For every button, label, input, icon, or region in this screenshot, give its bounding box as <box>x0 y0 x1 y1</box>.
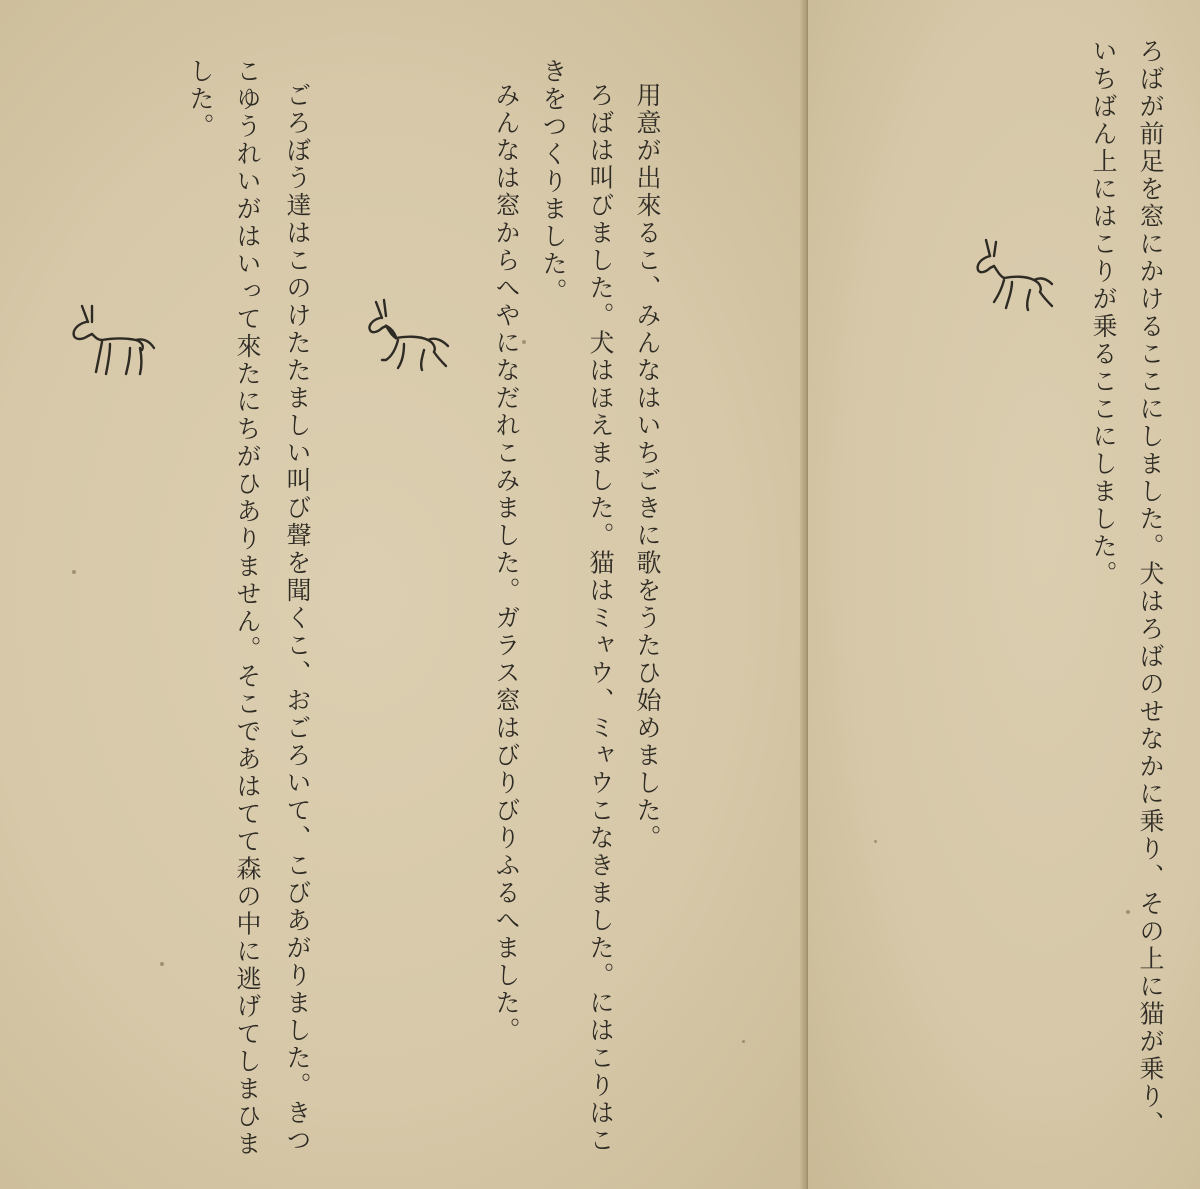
paper-fleck <box>742 1040 745 1043</box>
right-page <box>808 0 1200 1189</box>
donkey-icon <box>362 296 452 376</box>
text-line: ごろぼう達はこのけたたましい叫び聲を聞くこ、おごろいて、こびあがりました。きつ <box>283 82 312 1155</box>
text-line: こゆうれいがはいって來たにちがひありません。そこであはてて森の中に逃げてしまひま <box>233 58 262 1158</box>
paper-fleck <box>160 962 164 966</box>
paper-fleck <box>72 570 76 574</box>
text-line: した。 <box>186 58 215 141</box>
text-line: ろばが前足を窓にかけるここにしました。犬はろばのせなかに乗り、その上に猫が乗り、 <box>1136 38 1165 1138</box>
donkey-icon <box>968 236 1058 316</box>
paper-fleck <box>1126 910 1130 914</box>
text-line: きをつくりました。 <box>539 58 568 306</box>
text-line: みんなは窓からへやになだれこみました。ガラス窓はびりびりふるへました。 <box>492 82 521 1045</box>
text-line: ろばは叫びました。犬はほえました。猫はミャウ、ミャウこなきました。にはこりはこ <box>586 82 615 1155</box>
paper-fleck <box>522 340 526 344</box>
text-line: いちばん上にはこりが乗るここにしました。 <box>1089 38 1118 588</box>
paper-fleck <box>874 840 877 843</box>
donkey-icon <box>66 302 156 382</box>
text-line: 用意が出來るこ、みんなはいちごきに歌をうたひ始めました。 <box>633 82 662 852</box>
